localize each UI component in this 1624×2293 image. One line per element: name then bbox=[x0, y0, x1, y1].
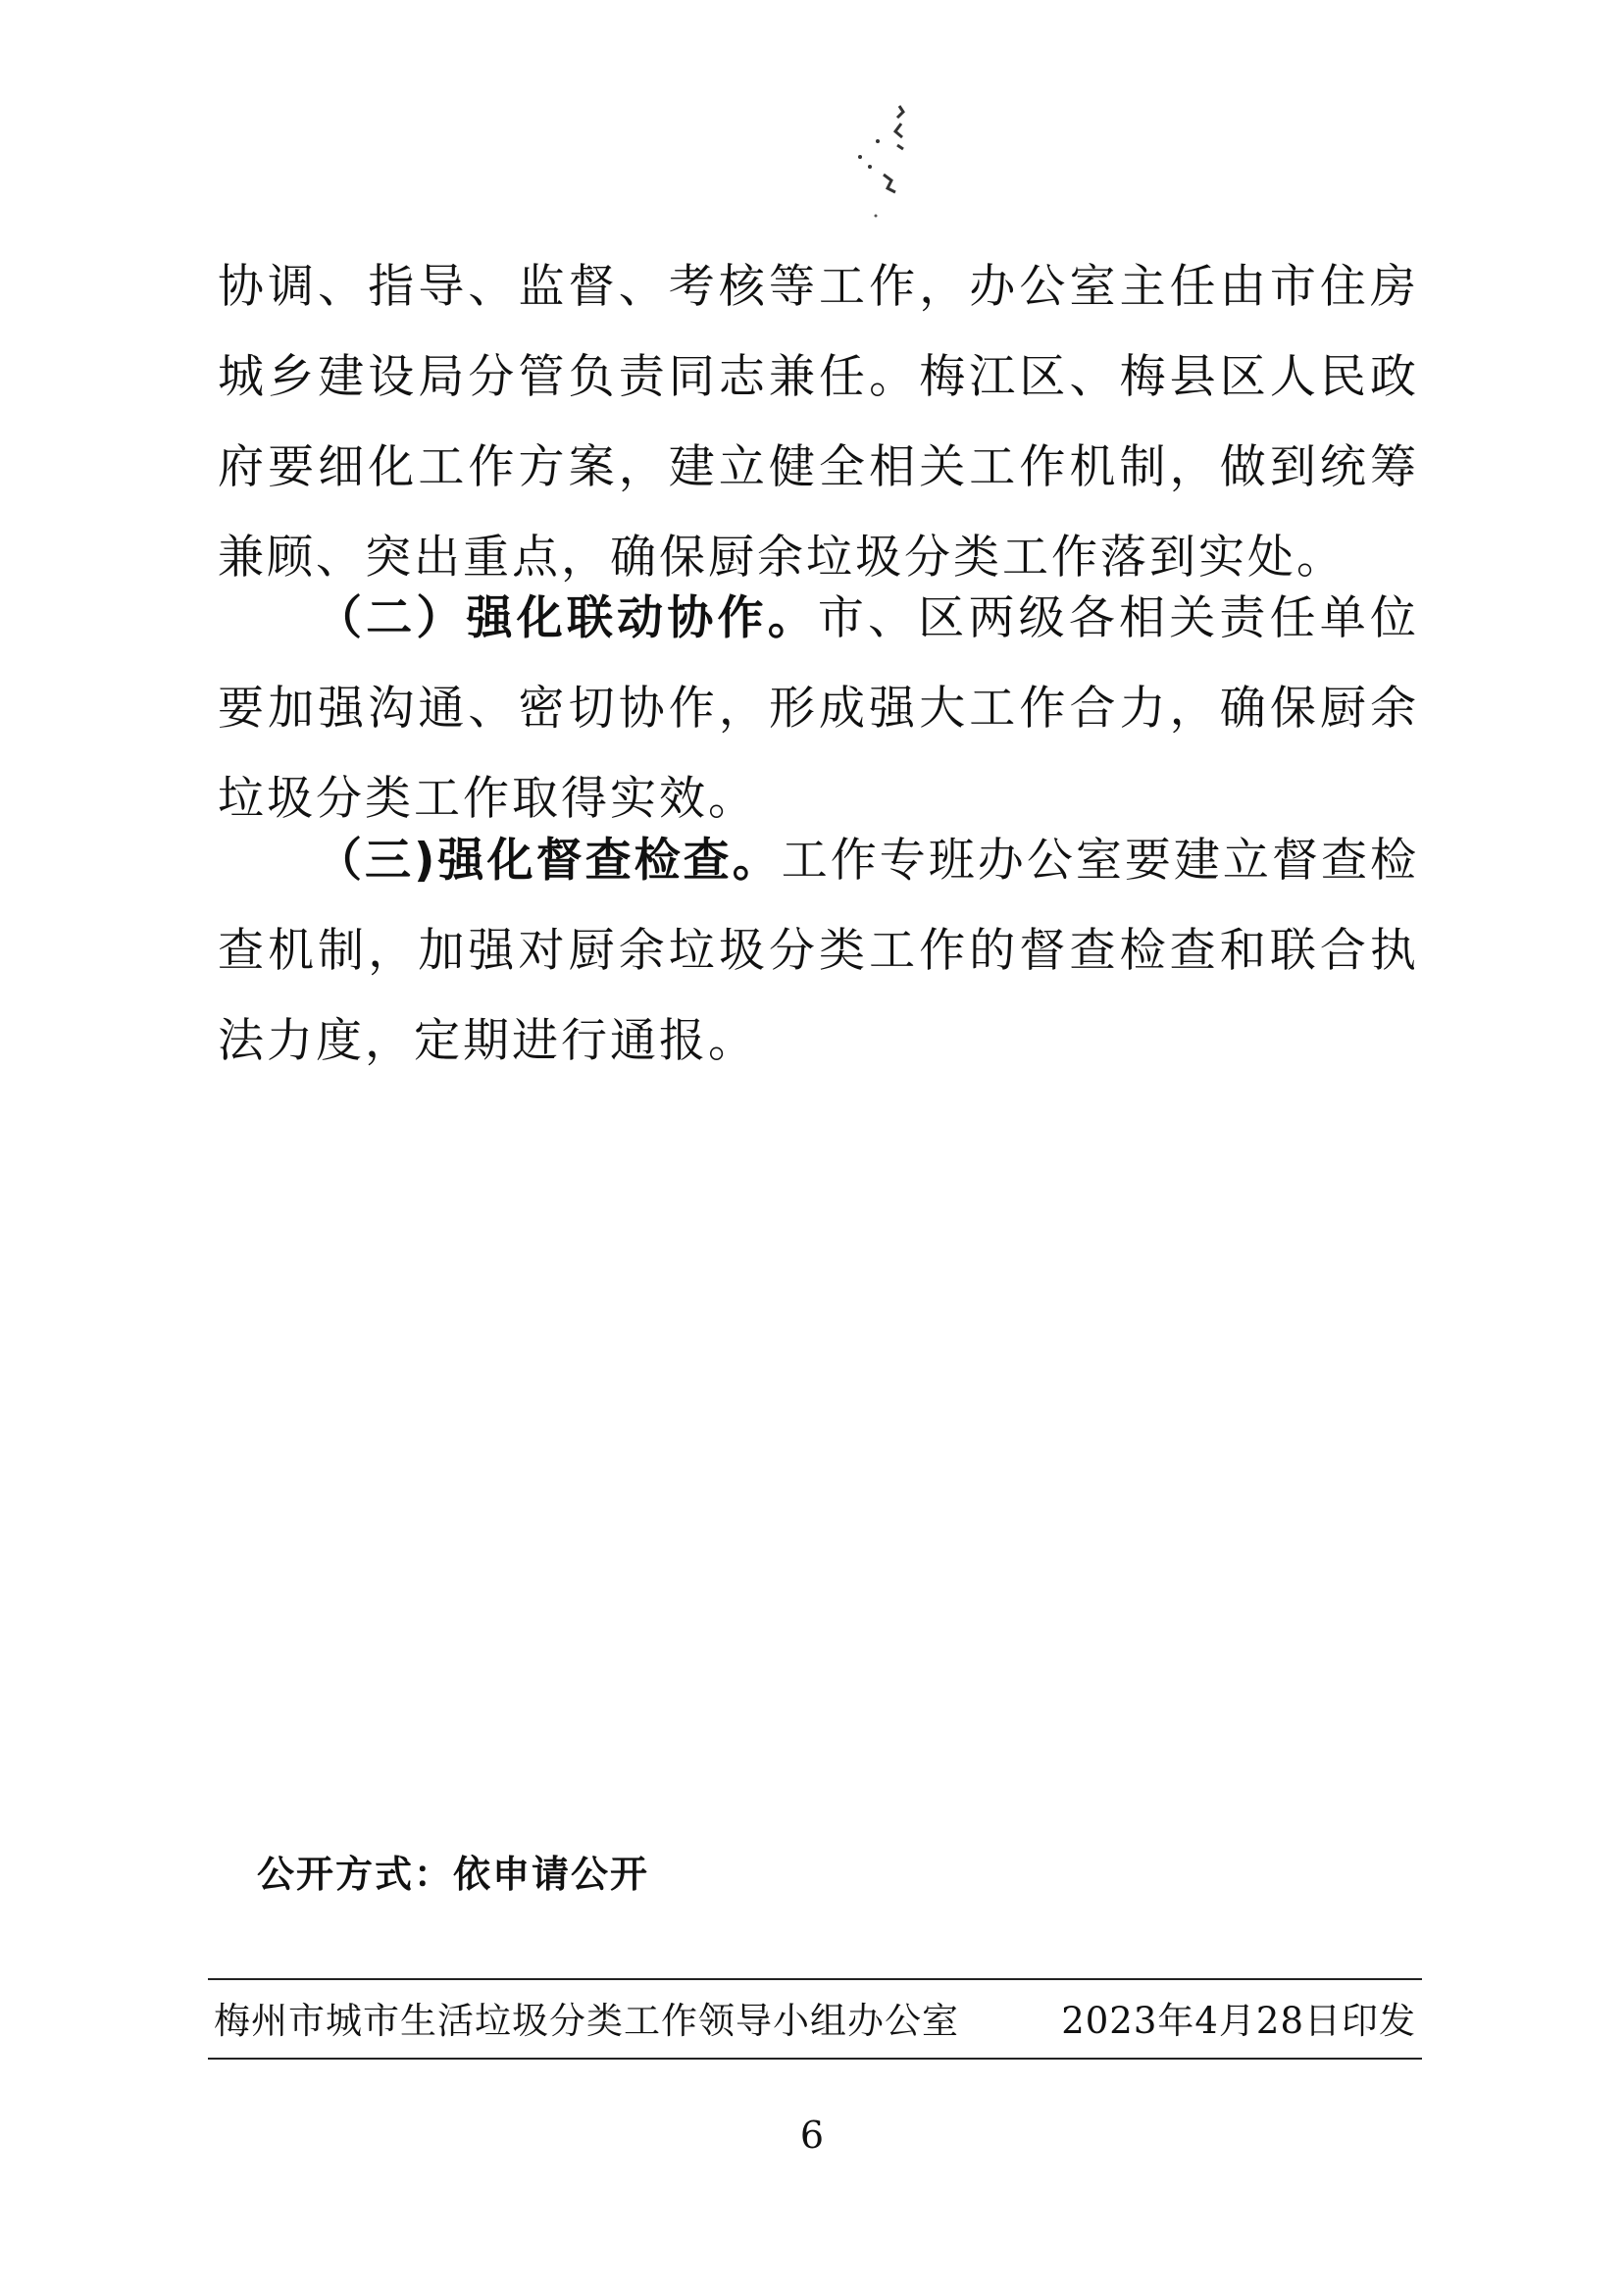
paragraph-heading: （二）强化联动协作。 bbox=[316, 591, 818, 645]
disclosure-method: 公开方式：依申请公开 bbox=[257, 1853, 650, 1896]
footer-rule-bottom bbox=[208, 2058, 1422, 2060]
issuing-organization: 梅州市城市生活垃圾分类工作领导小组办公室 bbox=[214, 2000, 959, 2042]
paragraph-linkage-cooperation bbox=[218, 574, 1419, 844]
page-number: 6 bbox=[799, 2114, 825, 2157]
footer-rule-top bbox=[208, 1978, 1422, 1980]
paragraph-text: 工作专班办公室要建立督查检查机制，加强对厨余垃圾分类工作的督查检查和联合执法力度，定期进行通报。 bbox=[218, 834, 1419, 1068]
issuance-date: 2023年4月28日印发 bbox=[1061, 2000, 1416, 2042]
paragraph-text: 市、区两级各相关责任单位要加强沟通、密切协作，形成强大工作合力，确保厨余垃圾分类工作取得实效。 bbox=[218, 591, 1420, 826]
paragraph-supervision-inspection bbox=[218, 816, 1419, 1087]
paragraph-heading: （三)强化督查检查。 bbox=[316, 834, 782, 888]
scan-artifact-mark bbox=[848, 98, 917, 226]
issuance-footer bbox=[214, 1991, 1416, 2050]
paragraph-continuation bbox=[218, 242, 1419, 603]
paragraph-text: 协调、指导、监督、考核等工作，办公室主任由市住房城乡建设局分管负责同志兼任。梅江区、梅县区人民政府要细化工作方案，建立健全相关工作机制，做到统筹兼顾、突出重点，确保厨余垃圾分类工作落到实处。 bbox=[218, 260, 1419, 585]
